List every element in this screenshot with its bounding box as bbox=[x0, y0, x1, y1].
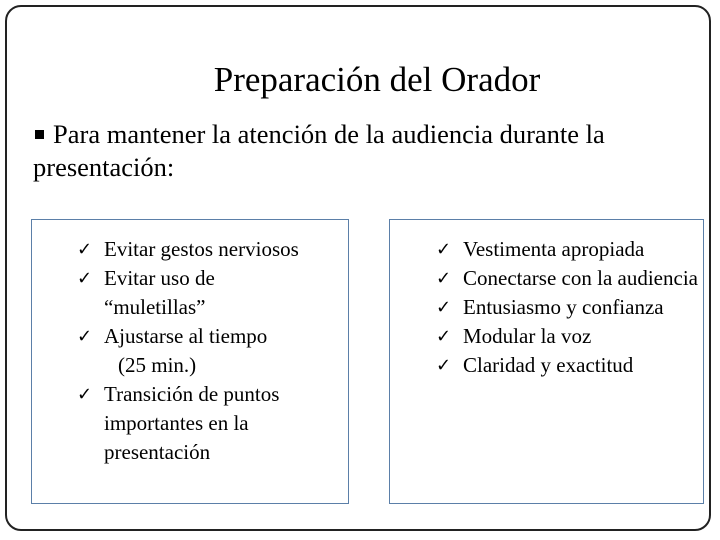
list-item-label: Claridad y exactitud bbox=[463, 353, 634, 377]
checkmark-icon: ✓ bbox=[77, 326, 93, 347]
checkmark-icon: ✓ bbox=[436, 297, 452, 318]
list-item-label: Modular la voz bbox=[463, 324, 592, 348]
square-bullet-icon bbox=[35, 130, 44, 139]
checkmark-icon: ✓ bbox=[436, 239, 452, 260]
list-item bbox=[436, 264, 701, 293]
checkmark-icon: ✓ bbox=[436, 268, 452, 289]
list-item bbox=[436, 235, 701, 264]
list-item-label: Entusiasmo y confianza bbox=[463, 295, 664, 319]
checkmark-icon: ✓ bbox=[77, 268, 93, 289]
subtitle-text: Para mantener la atención de la audiencia durante la presentación: bbox=[33, 119, 605, 182]
list-item-label-continued: “muletillas” bbox=[104, 295, 206, 319]
list-item bbox=[77, 322, 347, 380]
list-item-label: Vestimenta apropiada bbox=[463, 237, 645, 261]
list-item bbox=[77, 264, 347, 322]
list-item bbox=[77, 380, 347, 467]
left-checklist bbox=[77, 235, 347, 467]
list-item-label: Evitar uso de bbox=[104, 266, 215, 290]
list-item bbox=[436, 351, 701, 380]
list-item bbox=[436, 322, 701, 351]
list-item bbox=[77, 235, 347, 264]
left-content-box bbox=[31, 219, 349, 504]
slide-subtitle bbox=[33, 118, 673, 184]
list-item bbox=[436, 293, 701, 322]
list-item-label: Ajustarse al tiempo bbox=[104, 324, 268, 348]
list-item-label: Conectarse con la audiencia bbox=[463, 266, 698, 290]
right-checklist bbox=[436, 235, 701, 380]
checkmark-icon: ✓ bbox=[77, 239, 93, 260]
list-item-label: Evitar gestos nerviosos bbox=[104, 237, 299, 261]
right-content-box bbox=[389, 219, 704, 504]
checkmark-icon: ✓ bbox=[77, 384, 93, 405]
list-item-label-continued: (25 min.) bbox=[118, 353, 197, 377]
slide-title: Preparación del Orador bbox=[213, 60, 541, 99]
checkmark-icon: ✓ bbox=[436, 355, 452, 376]
list-item-label: Transición de puntos importantes en la presentación bbox=[104, 382, 280, 464]
checkmark-icon: ✓ bbox=[436, 326, 452, 347]
